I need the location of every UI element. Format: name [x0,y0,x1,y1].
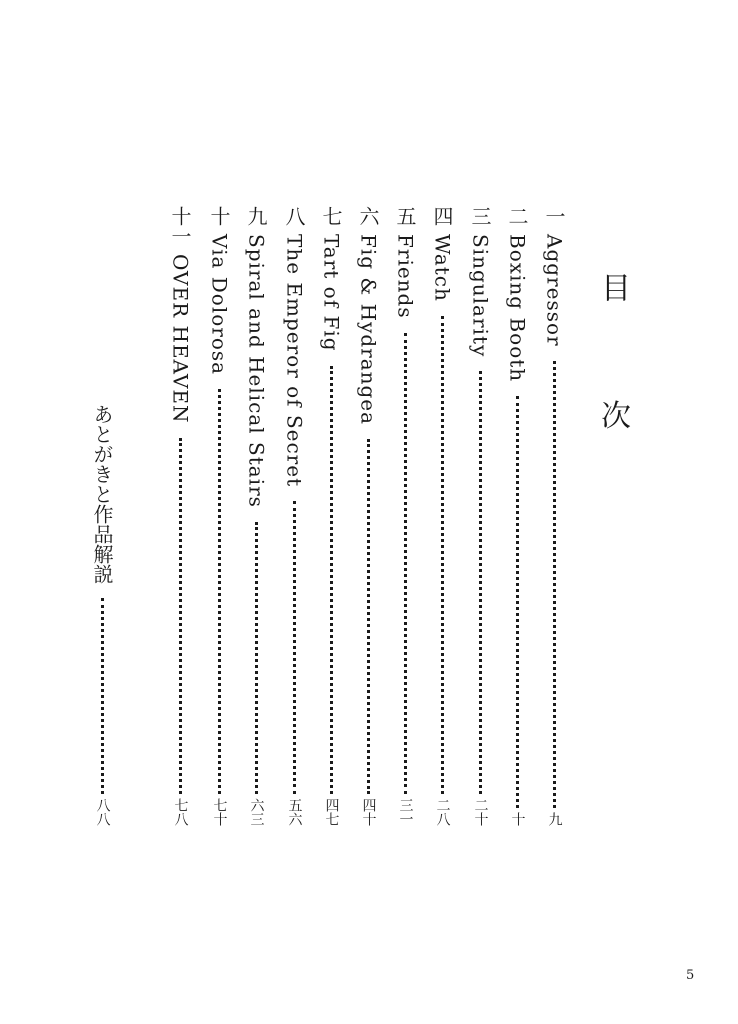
chapter-page: 二八 [434,798,451,826]
chapter-number: 五 [393,206,417,226]
dot-leader [293,501,296,794]
chapter-title: Via Dolorosa [207,234,232,376]
chapter-title: Boxing Booth [505,234,530,383]
dot-leader [479,371,482,794]
dot-leader [179,438,182,794]
toc-entry-6[interactable] [354,206,383,826]
chapter-number: 四 [430,206,454,226]
toc-entry-10[interactable] [205,206,234,826]
chapter-title: Tart of Fig [319,234,344,352]
page-number: 5 [686,968,695,983]
chapter-number: 八 [282,206,306,226]
chapter-title: The Emperor of Secret [282,234,307,488]
chapter-page: 五六 [286,798,303,826]
toc-entry-9[interactable] [242,206,271,826]
chapter-title: Spiral and Helical Stairs [244,234,269,508]
chapter-page: 四十 [360,798,377,826]
chapter-page: 十 [509,812,526,826]
chapter-page: 三一 [397,798,414,826]
toc-entry-4[interactable] [428,206,457,826]
dot-leader [101,598,104,794]
toc-entry-7[interactable] [317,206,346,826]
chapter-number: 七 [319,206,343,226]
chapter-title: Singularity [468,234,493,358]
chapter-title: Fig & Hydrangea [356,234,381,426]
toc-entry-11[interactable] [166,206,195,826]
chapter-number: 二 [505,206,529,226]
chapter-title: Watch [430,234,455,302]
dot-leader [218,389,221,794]
chapter-number: 十一 [168,206,192,246]
chapter-number: 九 [244,206,268,226]
toc-entry-2[interactable] [503,206,532,826]
dot-leader [330,366,333,794]
chapter-title: Friends [393,234,418,319]
afterword-page: 八八 [94,798,111,826]
chapter-title: Aggressor [542,234,567,347]
toc-entry-3[interactable] [466,206,495,826]
chapter-number: 十 [207,206,231,226]
dot-leader [367,439,370,794]
dot-leader [553,361,556,808]
afterword-title: あとがきと作品解説 [90,404,114,584]
toc-entry-1[interactable] [540,206,569,826]
dot-leader [255,522,258,794]
chapter-page: 七八 [172,798,189,826]
chapter-page: 九 [546,812,563,826]
toc-entry-afterword[interactable] [88,404,117,826]
chapter-number: 三 [468,206,492,226]
chapter-number: 六 [356,206,380,226]
dot-leader [516,396,519,808]
chapter-title: OVER HEAVEN [168,254,193,424]
dot-leader [404,333,407,794]
chapter-page: 二十 [472,798,489,826]
toc-title: 目 次 [595,272,630,474]
dot-leader [441,316,444,794]
toc-entry-8[interactable] [280,206,309,826]
chapter-page: 六三 [248,798,265,826]
chapter-number: 一 [542,206,566,226]
chapter-page: 四七 [323,798,340,826]
toc-entry-5[interactable] [391,206,420,826]
chapter-page: 七十 [211,798,228,826]
